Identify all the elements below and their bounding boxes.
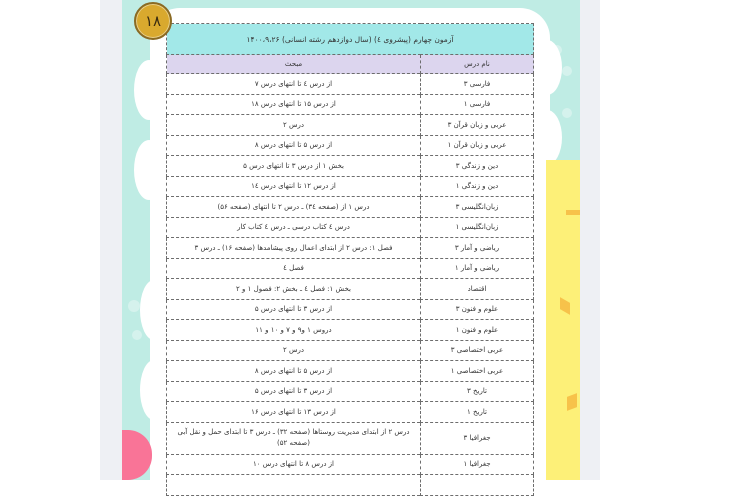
decor-scallop bbox=[547, 430, 571, 474]
cell-topic: بخش ۱: فصل ٤ ـ بخش ۲: فصول ۱ و ۲ bbox=[167, 279, 421, 300]
cell-topic: فصل ٤ bbox=[167, 258, 421, 279]
cell-subject: ریاضی و آمار ۱ bbox=[421, 258, 534, 279]
decor-scallop bbox=[140, 360, 168, 420]
table-row bbox=[167, 381, 534, 402]
table-row bbox=[167, 197, 534, 218]
table-row bbox=[167, 454, 534, 475]
header-topic: مبحث bbox=[167, 55, 421, 74]
cell-subject: فارسی ۳ bbox=[421, 74, 534, 95]
cell-topic: درس ٤ کتاب درسی ـ درس ٤ کتاب کار bbox=[167, 217, 421, 238]
cell-topic: از درس ۱۳ تا انتهای درس ۱۶ bbox=[167, 402, 421, 423]
viewer-left-margin bbox=[100, 0, 122, 480]
table-row bbox=[167, 176, 534, 197]
cell-subject: جغرافیا ۳ bbox=[421, 422, 534, 454]
cell-topic: فصل ۱: درس ۲ از ابتدای اعمال روی پیشامدها (صفحه ۱۶) ـ درس ۳ bbox=[167, 238, 421, 259]
cell-subject: جغرافیا ۱ bbox=[421, 454, 534, 475]
table-row bbox=[167, 217, 534, 238]
cell-topic: از درس ۸ تا انتهای درس ۱۰ bbox=[167, 454, 421, 475]
cell-topic: درس ۲ bbox=[167, 340, 421, 361]
cell-subject: تاریخ ۳ bbox=[421, 381, 534, 402]
table-row bbox=[167, 135, 534, 156]
decor-bubble bbox=[562, 108, 572, 118]
table-header-row bbox=[167, 55, 534, 74]
table-row bbox=[167, 279, 534, 300]
cell-topic: از درس ۱۵ تا انتهای درس ۱۸ bbox=[167, 94, 421, 115]
page-number-badge bbox=[134, 2, 172, 40]
decor-scallop bbox=[532, 40, 562, 95]
cell-subject bbox=[421, 475, 534, 496]
decor-scallop bbox=[547, 170, 571, 210]
cell-subject: اقتصاد bbox=[421, 279, 534, 300]
cell-subject: عربی اختصاصی ۳ bbox=[421, 340, 534, 361]
table-row bbox=[167, 74, 534, 95]
decor-scallop bbox=[547, 350, 571, 394]
decor-mark bbox=[566, 210, 580, 215]
cell-topic: از درس ۱۲ تا انتهای درس ۱٤ bbox=[167, 176, 421, 197]
cell-topic bbox=[167, 475, 421, 496]
table-title-row bbox=[167, 24, 534, 55]
cell-subject: ریاضی و آمار ۳ bbox=[421, 238, 534, 259]
table-row bbox=[167, 156, 534, 177]
table-row bbox=[167, 115, 534, 136]
table-row bbox=[167, 238, 534, 259]
cell-topic: از درس ۵ تا انتهای درس ۸ bbox=[167, 135, 421, 156]
decor-bubble bbox=[562, 66, 572, 76]
cell-topic: از درس ۳ تا انتهای درس ۵ bbox=[167, 381, 421, 402]
cell-subject: دین و زندگی ۱ bbox=[421, 176, 534, 197]
cell-subject: فارسی ۱ bbox=[421, 94, 534, 115]
table-row bbox=[167, 258, 534, 279]
cell-topic: درس ۱ از (صفحه ۳٤) ـ درس ۲ تا انتهای (صفحه ۵۶) bbox=[167, 197, 421, 218]
cell-subject: زبان‌انگلیسی ۱ bbox=[421, 217, 534, 238]
decor-scallop bbox=[547, 260, 571, 304]
cell-subject: دین و زندگی ۳ bbox=[421, 156, 534, 177]
viewer-right-margin bbox=[580, 0, 600, 480]
cell-subject: زبان‌انگلیسی ۳ bbox=[421, 197, 534, 218]
page-number: ۱۸ bbox=[144, 12, 162, 30]
table-row bbox=[167, 361, 534, 382]
cell-topic: از درس ۵ تا انتهای درس ۸ bbox=[167, 361, 421, 382]
cell-topic: دروس ۱ و٩ و ۷ و ۱۰ و ۱۱ bbox=[167, 320, 421, 341]
decor-bubble bbox=[132, 330, 142, 340]
header-subject: نام درس bbox=[421, 55, 534, 74]
table-row bbox=[167, 94, 534, 115]
cell-subject: عربی و زبان قرآن ۳ bbox=[421, 115, 534, 136]
table-row bbox=[167, 402, 534, 423]
cell-subject: عربی و زبان قرآن ۱ bbox=[421, 135, 534, 156]
decor-scallop bbox=[134, 60, 164, 120]
decor-bubble bbox=[128, 300, 140, 312]
decor-pink-band bbox=[122, 430, 152, 480]
exam-schedule-table bbox=[166, 23, 534, 496]
decor-scallop bbox=[134, 140, 164, 200]
cell-topic: از درس ۳ تا انتهای درس ۵ bbox=[167, 299, 421, 320]
cell-subject: عربی اختصاصی ۱ bbox=[421, 361, 534, 382]
table-row bbox=[167, 320, 534, 341]
cell-subject: تاریخ ۱ bbox=[421, 402, 534, 423]
table-row bbox=[167, 340, 534, 361]
cell-topic: از درس ٤ تا انتهای درس ۷ bbox=[167, 74, 421, 95]
cell-topic: درس ۲ از ابتدای مدیریت روستاها (صفحه ۳۲) ـ درس ۳ تا ابتدای حمل و نقل آبی (صفحه ۵۲) bbox=[167, 422, 421, 454]
table-row bbox=[167, 422, 534, 454]
decor-scallop bbox=[140, 280, 168, 340]
decor-scallop bbox=[532, 110, 562, 165]
table-row bbox=[167, 299, 534, 320]
cell-topic: بخش ۱ از درس ۳ تا انتهای درس ۵ bbox=[167, 156, 421, 177]
table-row-partial bbox=[167, 475, 534, 496]
cell-subject: علوم و فنون ۳ bbox=[421, 299, 534, 320]
table-title: آزمون چهارم (پیشروی ٤) (سال دوازدهم رشته انسانی) ۱۴۰۰،۹،۲۶ bbox=[167, 24, 534, 55]
cell-topic: درس ۲ bbox=[167, 115, 421, 136]
cell-subject: علوم و فنون ۱ bbox=[421, 320, 534, 341]
